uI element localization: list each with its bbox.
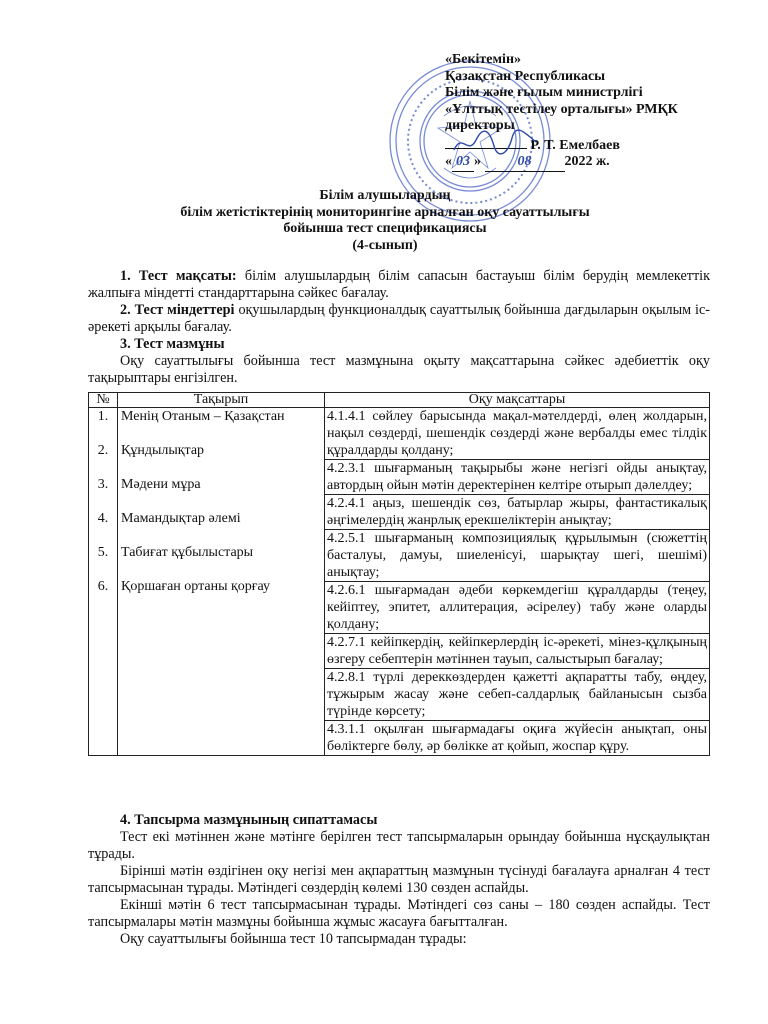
section-3-text: Оқу сауаттылығы бойынша тест мазмұнына оқыту мақсаттарына сәйкес әдебиеттік оқу тақырыптары енгізілген.	[88, 353, 710, 386]
section-1	[88, 268, 710, 302]
handwritten-signature	[450, 128, 540, 158]
approval-line: Білім және ғылым министрлігі	[445, 85, 643, 100]
goal-item: 4.1.4.1 сөйлеу барысында мақал-мәтелдерді, өлең жолдарын, нақыл сөздерді, шешендік сөздерді және вербалды емес тілдік құралдарды қолдану;	[327, 409, 707, 458]
row-number: 1.	[97, 409, 109, 424]
goal-item: 4.2.6.1 шығармадан әдеби көркемдегіш құралдарды (теңеу, кейіптеу, эпитет, аллитерация, әсірелеу) табу және оларды қолдану;	[327, 583, 707, 632]
section-3-heading: 3. Тест мазмұны	[120, 336, 225, 352]
section-4-paragraph: Екінші мәтін 6 тест тапсырмасынан тұрады. Мәтіндегі сөз саны – 180 сөзден аспайды. Тест тапсырмалары мәтін мазмұны бойынша жұмыс жасауға бағытталған.	[88, 897, 710, 930]
date-quote-open: «	[445, 154, 452, 169]
row-number: 6.	[97, 579, 109, 594]
section-2-heading: 2. Тест міндеттері	[120, 302, 235, 318]
document-title	[120, 188, 650, 254]
row-number: 3.	[97, 477, 109, 492]
section-2	[88, 302, 710, 336]
topic-item: Мамандықтар әлемі	[121, 511, 241, 526]
section-4-heading: 4. Тапсырма мазмұнының сипаттамасы	[120, 812, 378, 828]
date-month: 08	[485, 154, 565, 172]
date-quote-close: »	[474, 154, 481, 169]
goal-item: 4.2.5.1 шығарманың композициялық құрылымын (сюжеттің басталуы, дамуы, шиеленісуі, шарықтау шегі, шешімі) анықтау;	[327, 531, 707, 580]
title-line: (4-сынып)	[352, 237, 418, 253]
table-header-row	[89, 393, 710, 408]
approval-line: Қазақстан Республикасы	[445, 68, 606, 84]
topic-item: Мәдени мұра	[121, 477, 201, 492]
section-1-heading: 1. Тест мақсаты:	[120, 268, 237, 284]
title-line: бойынша тест спецификациясы	[283, 221, 487, 237]
topic-item: Құндылықтар	[121, 443, 205, 458]
signer-name: Р. Т. Емелбаев	[530, 137, 620, 153]
goal-item: 4.2.7.1 кейіпкердің, кейіпкерлердің іс-әрекеті, мінез-құлқының өзгеру себептерін мәтіннен тауып, салыстырып бағалау;	[327, 635, 707, 667]
topic-item: Қоршаған ортаны қорғау	[121, 579, 271, 594]
topic-item: Менің Отаным – Қазақстан	[121, 409, 285, 424]
approval-line: «Ұлттық тестілеу орталығы» РМҚК	[445, 101, 678, 117]
section-4	[88, 812, 710, 948]
title-line: Білім алушылардың	[319, 188, 451, 203]
row-number: 4.	[97, 511, 109, 526]
row-number: 5.	[97, 545, 109, 560]
goal-item: 4.2.3.1 шығарманың тақырыбы және негізгі ойды анықтау, автордың ойын мәтін деректерінен келтіре отырып дәлелдеу;	[327, 461, 707, 493]
table-row	[89, 408, 710, 756]
title-line: білім жетістіктерінің мониторингіне арналған оқу сауаттылығы	[180, 204, 590, 220]
topic-item: Табиғат құбылыстары	[121, 545, 254, 560]
section-4-paragraph: Бірінші мәтін өздігінен оқу негізі мен ақпараттың мазмұнын түсінуді бағалауға арналған 4 тест тапсырмасынан тұрады. Мәтіндегі сөздердің көлемі 130 сөзден аспайды.	[88, 863, 710, 896]
intro-sections	[88, 268, 710, 387]
header-goals: Оқу мақсаттары	[325, 393, 710, 408]
goal-item: 4.2.8.1 түрлі дереккөздерден қажетті ақпаратты табу, өңдеу, тұжырым жасау және себеп-салдарлық байланысын сызба түрінде көрсету;	[327, 670, 707, 719]
section-4-paragraph: Тест екі мәтіннен және мәтінге берілген тест тапсырмаларын орындау бойынша нұсқаулықтан тұрады.	[88, 829, 710, 862]
goal-item: 4.3.1.1 оқылған шығармадағы оқиға жүйесін анықтап, оны бөліктерге бөлу, әр бөлікке ат қойып, жоспар құру.	[327, 722, 707, 754]
header-number: №	[89, 393, 118, 408]
section-2-text: оқушылардың функционалдық сауаттылық бойынша дағдыларын оқылым іс-әрекеті арқылы бағалау.	[88, 302, 710, 335]
row-number: 2.	[97, 443, 109, 458]
header-topic: Тақырып	[118, 393, 325, 408]
date-day: 03	[452, 154, 474, 172]
goals-column	[325, 408, 710, 756]
specification-table	[88, 392, 710, 756]
goal-item: 4.2.4.1 аңыз, шешендік сөз, батырлар жыры, фантастикалық әңгімелердің жанрлық ерекшеліктерін анықтау;	[327, 496, 707, 528]
section-1-text: білім алушылардың білім сапасын бастауыш білім берудің мемлекеттік жалпыға міндетті стандарттарына сәйкес бағалау.	[88, 268, 710, 301]
date-year: 2022 ж.	[564, 154, 610, 169]
number-column	[89, 408, 118, 756]
section-4-paragraph: Оқу сауаттылығы бойынша тест 10 тапсырмадан тұрады:	[120, 931, 467, 947]
topic-column	[118, 408, 325, 756]
approval-line: директоры	[445, 118, 515, 133]
approval-line: «Бекітемін»	[445, 52, 522, 67]
